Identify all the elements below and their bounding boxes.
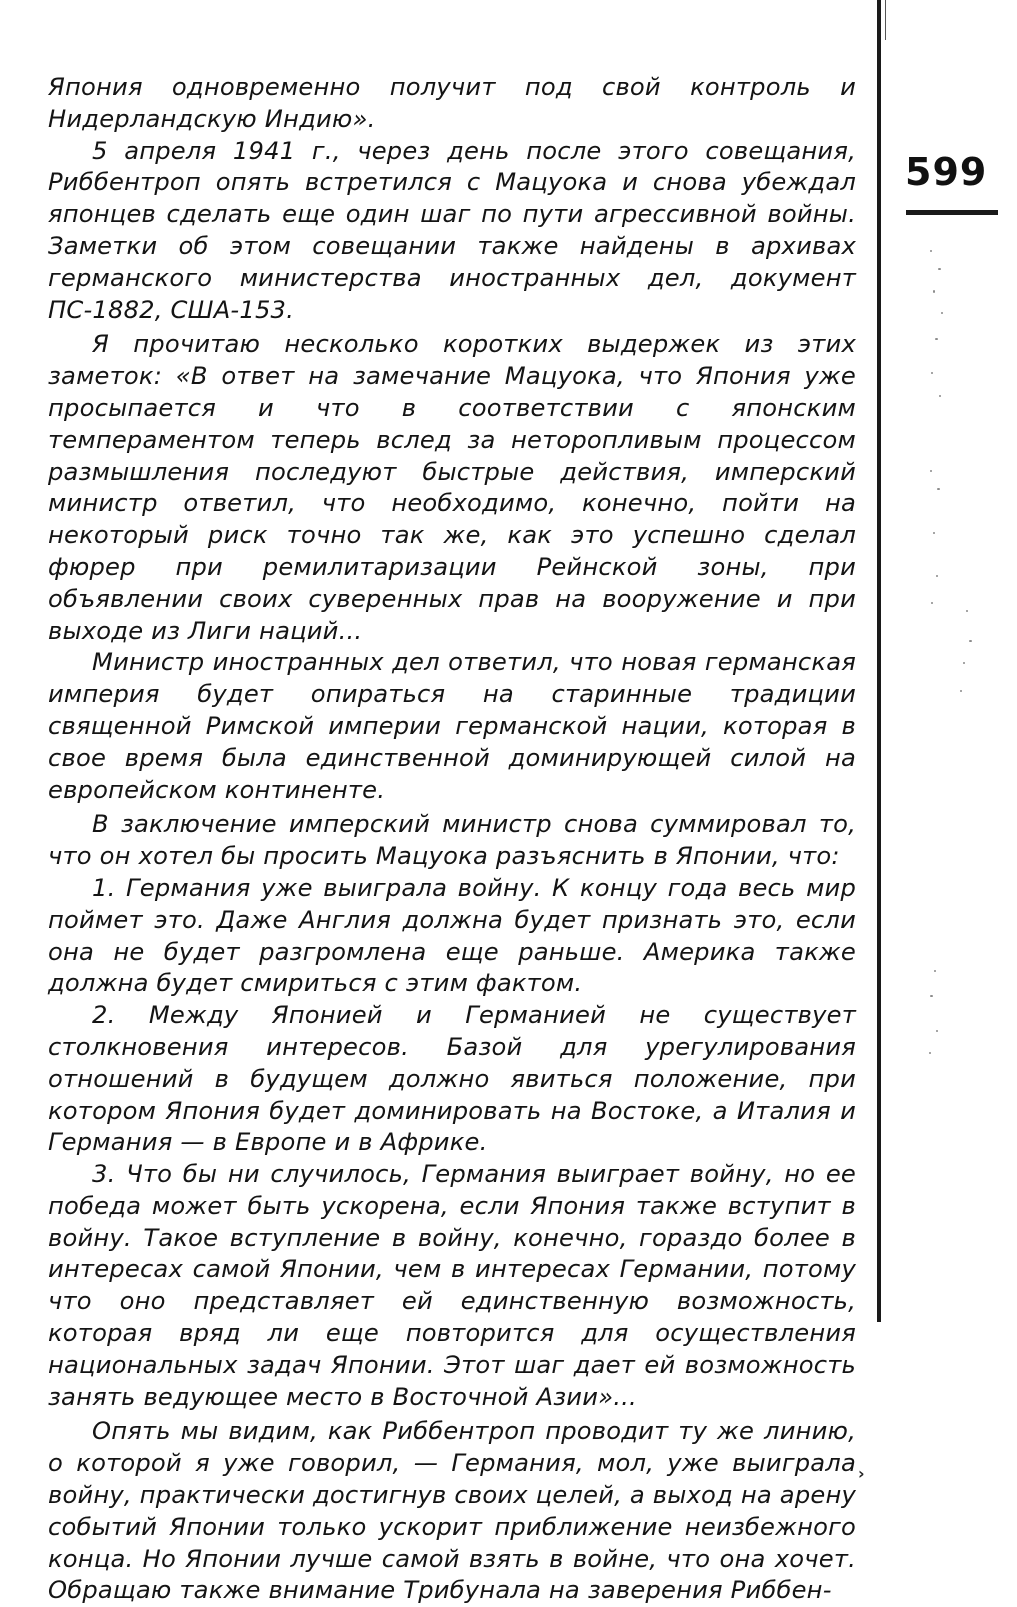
speck	[929, 1052, 931, 1054]
speck	[969, 640, 972, 642]
speck	[930, 250, 932, 252]
page-number: 599	[905, 150, 988, 194]
speck	[941, 312, 943, 314]
paragraph-6: 1. Германия уже выиграла войну. К концу года весь мир поймет это. Даже Англия должна будет признать это, если она не будет разгромлена еще раньше. Америка также должна будет смириться с этим фактом.	[48, 873, 856, 998]
speck	[936, 1030, 938, 1032]
speck	[937, 488, 940, 490]
speck	[960, 690, 962, 692]
speck	[938, 268, 941, 270]
speck	[934, 970, 936, 972]
speck	[939, 395, 941, 397]
margin-vertical-rule	[877, 0, 881, 1322]
margin-vertical-thin-rule	[885, 0, 886, 40]
paragraph-3: Я прочитаю несколько коротких выдержек из этих заметок: «В ответ на замечание Мацуока, что Япония уже просыпается и что в соответствии с японским темпераментом теперь вслед за неторопливым процессом размышления последуют быстрые действия, имперский министр ответил, что необходимо, конечно, пойти на некоторый риск точно так же, как это успешно сделал фюрер при ремилитаризации Рейнской зоны, при объявлении своих суверенных прав на вооружение и при выходе из Лиги наций...	[48, 330, 856, 645]
speck	[931, 372, 933, 374]
paragraph-8: 3. Что бы ни случилось, Германия выиграет войну, но ее победа может быть ускорена, если Япония также вступит в войну. Такое вступление в войну, конечно, гораздо более в интересах самой Японии, чем в интересах Германии, потому что оно представляет ей единственную возможность, которая вряд ли еще повторится для осуществления национальных задач Японии. Этот шаг дает ей возможность занять ведующее место в Восточной Азии»...	[48, 1160, 856, 1411]
speck	[966, 610, 968, 612]
paragraph-1: Япония одновременно получит под свой контроль и Нидерландскую Индию».	[48, 73, 856, 133]
paragraph-4: Министр иностранных дел ответил, что новая германская империя будет опираться на старинные традиции священной Римской империи германской нации, которая в свое время была единственной доминирующей силой на европейском континенте.	[48, 648, 856, 804]
paragraph-2: 5 апреля 1941 г., через день после этого совещания, Риббентроп опять встретился с Мацуока и снова убеждал японцев сделать еще один шаг по пути агрессивной войны. Заметки об этом совещании также найдены в архивах германского министерства иностранных дел, документ ПС-1882, США-153.	[48, 136, 856, 324]
speck	[930, 995, 933, 997]
paragraph-7: 2. Между Японией и Германией не существует столкновения интересов. Базой для урегулирования отношений в будущем должно явиться положение, при котором Япония будет доминировать на Востоке, а Италия и Германия — в Европе и в Африке.	[48, 1001, 856, 1157]
page-number-underline	[906, 210, 998, 215]
margin-mark: ›	[858, 1464, 865, 1483]
paragraph-9: Опять мы видим, как Риббентроп проводит ту же линию, о которой я уже говорил, — Германия, мол, уже выиграла войну, практически достигнув своих целей, а выход на арену событий Японии только ускорит приближение неизбежного конца. Но Японии лучше самой взять в войне, что она хочет. Обращаю также внимание Трибунала на заверения Риббен-	[48, 1417, 856, 1605]
text-column	[48, 72, 856, 1607]
speck	[930, 470, 932, 472]
speck	[933, 532, 935, 534]
speck	[935, 338, 938, 340]
speck	[931, 602, 933, 604]
speck	[963, 662, 965, 664]
speck	[936, 575, 938, 577]
speck	[933, 290, 935, 293]
paragraph-5: В заключение имперский министр снова суммировал то, что он хотел бы просить Мацуока разъяснить в Японии, что:	[48, 810, 856, 871]
